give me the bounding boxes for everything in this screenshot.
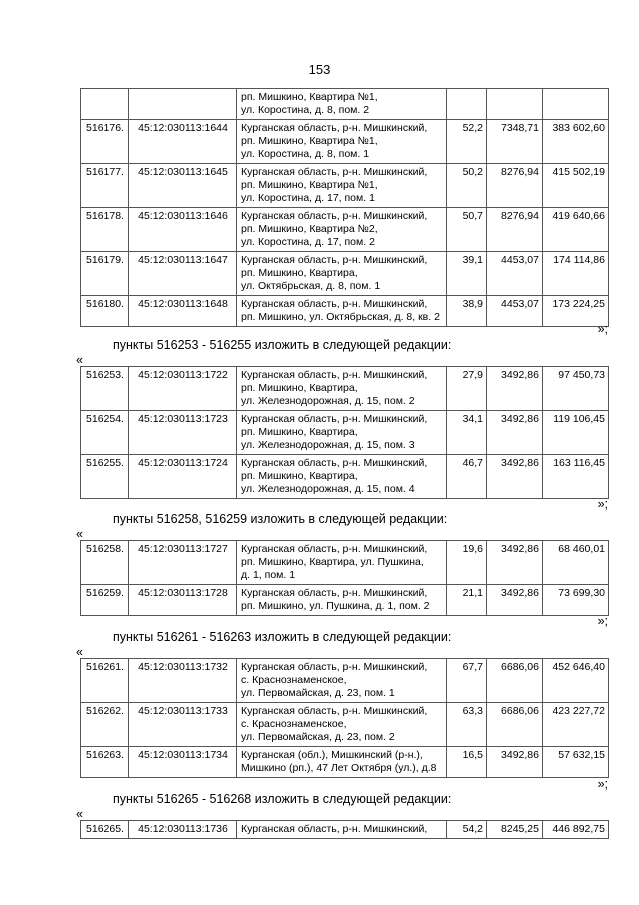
- address-cell: [237, 455, 447, 499]
- specific-value-cell: 3492,86: [487, 455, 543, 499]
- cadastral-number-cell: 45:12:030113:1723: [129, 411, 237, 455]
- address-line: Курганская область, р-н. Мишкинский,: [241, 661, 428, 673]
- area-cell: 16,5: [447, 747, 487, 778]
- table-row: [81, 455, 609, 499]
- address-cell: [237, 252, 447, 296]
- table-row: [81, 703, 609, 747]
- item-number-cell: 516177.: [81, 164, 129, 208]
- address-line: ул. Железнодорожная, д. 15, пом. 3: [241, 439, 415, 451]
- address-line: Курганская область, р-н. Мишкинский,: [241, 166, 428, 178]
- address-line: ул. Коростина, д. 17, пом. 1: [241, 192, 375, 204]
- cadastral-number-cell: 45:12:030113:1646: [129, 208, 237, 252]
- item-number-cell: 516258.: [81, 541, 129, 585]
- cadastral-number-cell: 45:12:030113:1728: [129, 585, 237, 616]
- address-cell: [237, 821, 447, 839]
- item-number-cell: 516261.: [81, 659, 129, 703]
- cadastral-value-cell: 383 602,60: [543, 120, 609, 164]
- table-row: [81, 208, 609, 252]
- specific-value-cell: 8276,94: [487, 164, 543, 208]
- item-number-cell: 516259.: [81, 585, 129, 616]
- address-cell: [237, 585, 447, 616]
- specific-value-cell: 3492,86: [487, 541, 543, 585]
- address-line: Курганская область, р-н. Мишкинский,: [241, 543, 428, 555]
- cadastral-number-cell: 45:12:030113:1732: [129, 659, 237, 703]
- table-row: [81, 252, 609, 296]
- closing-quote: »;: [597, 497, 608, 511]
- cadastral-value-cell: 419 640,66: [543, 208, 609, 252]
- specific-value-cell: 8245,25: [487, 821, 543, 839]
- area-cell: 54,2: [447, 821, 487, 839]
- address-line: Курганская (обл.), Мишкинский (р-н.),: [241, 749, 423, 761]
- table-row: [81, 585, 609, 616]
- item-number-cell: 516255.: [81, 455, 129, 499]
- table-row: [81, 541, 609, 585]
- specific-value-cell: 3492,86: [487, 367, 543, 411]
- table-row: [81, 747, 609, 778]
- item-number-cell: 516253.: [81, 367, 129, 411]
- address-cell: [237, 703, 447, 747]
- specific-value-cell: 6686,06: [487, 703, 543, 747]
- specific-value-cell: 3492,86: [487, 411, 543, 455]
- specific-value-cell: [487, 89, 543, 120]
- address-cell: [237, 367, 447, 411]
- address-line: Курганская область, р-н. Мишкинский,: [241, 298, 428, 310]
- cadastral-number-cell: 45:12:030113:1722: [129, 367, 237, 411]
- table-row: [81, 821, 609, 839]
- cadastral-number-cell: 45:12:030113:1647: [129, 252, 237, 296]
- address-line: рп. Мишкино, Квартира,: [241, 470, 358, 482]
- address-line: Курганская область, р-н. Мишкинский,: [241, 705, 428, 717]
- cadastral-value-cell: 57 632,15: [543, 747, 609, 778]
- address-cell: [237, 541, 447, 585]
- cadastral-value-cell: 446 892,75: [543, 821, 609, 839]
- cadastral-number-cell: 45:12:030113:1734: [129, 747, 237, 778]
- cadastral-value-cell: 452 646,40: [543, 659, 609, 703]
- table-row: [81, 367, 609, 411]
- area-cell: 63,3: [447, 703, 487, 747]
- address-line: рп. Мишкино, Квартира №1,: [241, 91, 378, 103]
- item-number-cell: 516254.: [81, 411, 129, 455]
- section-instruction: пункты 516265 - 516268 изложить в следующей редакции:: [113, 792, 452, 806]
- cadastral-number-cell: 45:12:030113:1645: [129, 164, 237, 208]
- registry-table: [80, 366, 609, 499]
- area-cell: 46,7: [447, 455, 487, 499]
- address-line: рп. Мишкино, Квартира,: [241, 382, 358, 394]
- cadastral-number-cell: 45:12:030113:1644: [129, 120, 237, 164]
- address-line: Мишкино (рп.), 47 Лет Октября (ул.), д.8: [241, 762, 437, 774]
- area-cell: 52,2: [447, 120, 487, 164]
- address-line: Курганская область, р-н. Мишкинский,: [241, 823, 428, 835]
- cadastral-number-cell: [129, 89, 237, 120]
- item-number-cell: 516176.: [81, 120, 129, 164]
- address-cell: [237, 296, 447, 327]
- address-line: д. 1, пом. 1: [241, 569, 296, 581]
- section-instruction: пункты 516258, 516259 изложить в следующей редакции:: [113, 512, 448, 526]
- table-row: [81, 659, 609, 703]
- specific-value-cell: 4453,07: [487, 296, 543, 327]
- cadastral-value-cell: 174 114,86: [543, 252, 609, 296]
- address-line: рп. Мишкино, Квартира,: [241, 426, 358, 438]
- address-line: рп. Мишкино, Квартира, ул. Пушкина,: [241, 556, 424, 568]
- opening-quote: «: [76, 645, 83, 659]
- section-instruction: пункты 516253 - 516255 изложить в следующей редакции:: [113, 338, 452, 352]
- specific-value-cell: 3492,86: [487, 585, 543, 616]
- closing-quote: »;: [597, 614, 608, 628]
- specific-value-cell: 7348,71: [487, 120, 543, 164]
- cadastral-value-cell: 163 116,45: [543, 455, 609, 499]
- address-line: Курганская область, р-н. Мишкинский,: [241, 210, 428, 222]
- area-cell: [447, 89, 487, 120]
- address-line: ул. Первомайская, д. 23, пом. 2: [241, 731, 395, 743]
- cadastral-value-cell: 73 699,30: [543, 585, 609, 616]
- address-line: Курганская область, р-н. Мишкинский,: [241, 369, 428, 381]
- cadastral-number-cell: 45:12:030113:1727: [129, 541, 237, 585]
- address-cell: [237, 659, 447, 703]
- cadastral-value-cell: 423 227,72: [543, 703, 609, 747]
- registry-table: [80, 540, 609, 616]
- item-number-cell: 516265.: [81, 821, 129, 839]
- area-cell: 39,1: [447, 252, 487, 296]
- cadastral-number-cell: 45:12:030113:1736: [129, 821, 237, 839]
- item-number-cell: 516262.: [81, 703, 129, 747]
- registry-table: [80, 88, 609, 327]
- specific-value-cell: 3492,86: [487, 747, 543, 778]
- item-number-cell: 516178.: [81, 208, 129, 252]
- cadastral-number-cell: 45:12:030113:1648: [129, 296, 237, 327]
- address-cell: [237, 120, 447, 164]
- address-cell: [237, 89, 447, 120]
- cadastral-value-cell: 415 502,19: [543, 164, 609, 208]
- cadastral-value-cell: [543, 89, 609, 120]
- item-number-cell: 516263.: [81, 747, 129, 778]
- item-number-cell: 516180.: [81, 296, 129, 327]
- area-cell: 38,9: [447, 296, 487, 327]
- opening-quote: «: [76, 353, 83, 367]
- item-number-cell: 516179.: [81, 252, 129, 296]
- address-line: ул. Октябрьская, д. 8, пом. 1: [241, 280, 381, 292]
- address-cell: [237, 747, 447, 778]
- address-line: ул. Железнодорожная, д. 15, пом. 2: [241, 395, 415, 407]
- specific-value-cell: 4453,07: [487, 252, 543, 296]
- table-row: [81, 164, 609, 208]
- area-cell: 50,2: [447, 164, 487, 208]
- cadastral-value-cell: 68 460,01: [543, 541, 609, 585]
- specific-value-cell: 6686,06: [487, 659, 543, 703]
- cadastral-number-cell: 45:12:030113:1724: [129, 455, 237, 499]
- closing-quote: »;: [597, 777, 608, 791]
- registry-table: [80, 820, 609, 839]
- address-line: рп. Мишкино, Квартира №1,: [241, 179, 378, 191]
- address-line: рп. Мишкино, ул. Октябрьская, д. 8, кв. 2: [241, 311, 440, 323]
- address-line: ул. Коростина, д. 8, пом. 1: [241, 148, 370, 160]
- area-cell: 67,7: [447, 659, 487, 703]
- address-cell: [237, 208, 447, 252]
- address-line: ул. Коростина, д. 17, пом. 2: [241, 236, 375, 248]
- area-cell: 19,6: [447, 541, 487, 585]
- address-line: с. Краснознаменское,: [241, 718, 347, 730]
- section-instruction: пункты 516261 - 516263 изложить в следующей редакции:: [113, 630, 452, 644]
- cadastral-value-cell: 97 450,73: [543, 367, 609, 411]
- address-cell: [237, 411, 447, 455]
- address-line: с. Краснознаменское,: [241, 674, 347, 686]
- cadastral-value-cell: 173 224,25: [543, 296, 609, 327]
- area-cell: 50,7: [447, 208, 487, 252]
- address-line: рп. Мишкино, Квартира №2,: [241, 223, 378, 235]
- address-line: ул. Железнодорожная, д. 15, пом. 4: [241, 483, 415, 495]
- cadastral-number-cell: 45:12:030113:1733: [129, 703, 237, 747]
- cadastral-value-cell: 119 106,45: [543, 411, 609, 455]
- closing-quote: »;: [597, 322, 608, 336]
- address-line: Курганская область, р-н. Мишкинский,: [241, 457, 428, 469]
- address-line: Курганская область, р-н. Мишкинский,: [241, 413, 428, 425]
- address-line: рп. Мишкино, Квартира №1,: [241, 135, 378, 147]
- registry-table: [80, 658, 609, 778]
- page-number: 153: [308, 62, 331, 77]
- area-cell: 34,1: [447, 411, 487, 455]
- address-line: Курганская область, р-н. Мишкинский,: [241, 587, 428, 599]
- address-line: Курганская область, р-н. Мишкинский,: [241, 122, 428, 134]
- address-line: рп. Мишкино, Квартира,: [241, 267, 358, 279]
- opening-quote: «: [76, 807, 83, 821]
- table-row: [81, 411, 609, 455]
- opening-quote: «: [76, 527, 83, 541]
- address-cell: [237, 164, 447, 208]
- area-cell: 21,1: [447, 585, 487, 616]
- specific-value-cell: 8276,94: [487, 208, 543, 252]
- address-line: Курганская область, р-н. Мишкинский,: [241, 254, 428, 266]
- table-row: [81, 120, 609, 164]
- item-number-cell: [81, 89, 129, 120]
- table-row: [81, 89, 609, 120]
- address-line: рп. Мишкино, ул. Пушкина, д. 1, пом. 2: [241, 600, 430, 612]
- table-row: [81, 296, 609, 327]
- address-line: ул. Коростина, д. 8, пом. 2: [241, 104, 370, 116]
- address-line: ул. Первомайская, д. 23, пом. 1: [241, 687, 395, 699]
- area-cell: 27,9: [447, 367, 487, 411]
